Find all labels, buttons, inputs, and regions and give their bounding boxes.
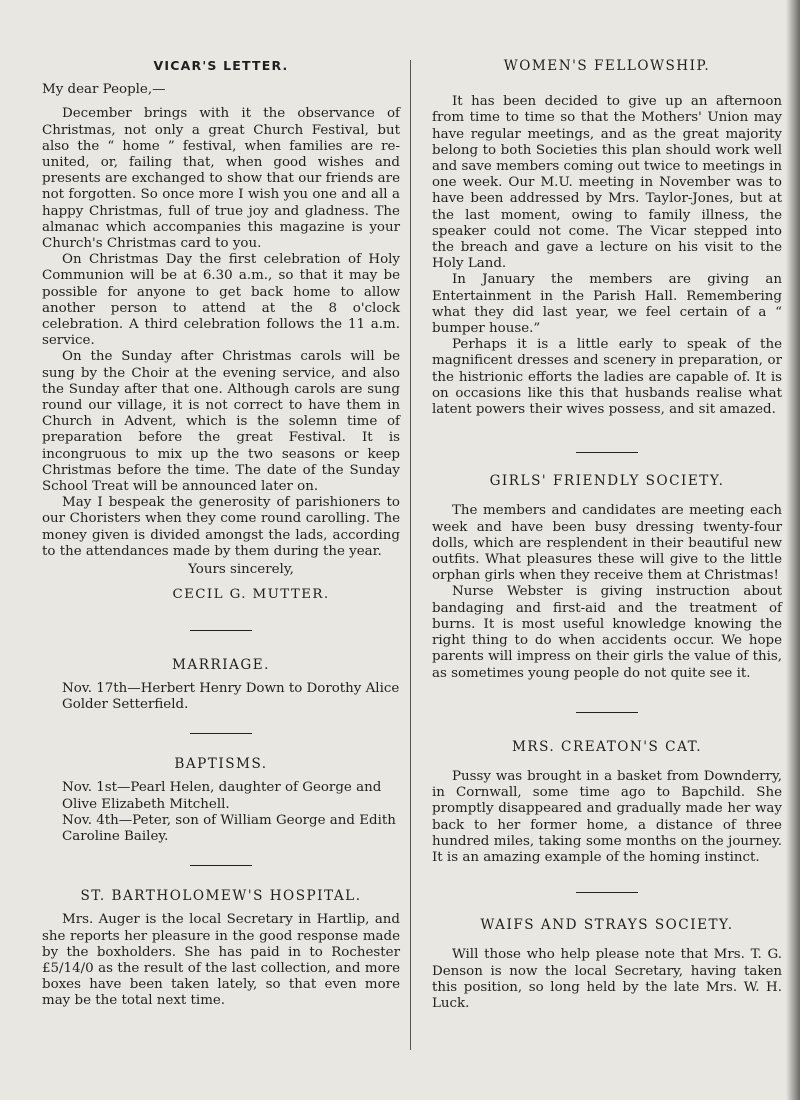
girls-friendly-paragraph: Nurse Webster is giving instruction about bandaging and first-aid and the treatment of burns. It is most useful knowledge knowing the right thing to do when accidents occur. We hope parents will impress on their girls the value of this, as sometimes young people do not quite see it. — [432, 584, 782, 681]
creaton-cat-heading: MRS. CREATON'S CAT. — [511, 738, 703, 755]
binding-shadow — [786, 0, 800, 1100]
womens-fellowship-paragraph: It has been decided to give up an afternoon from time to time so that the Mothers' Union may have regular meetings, and as the great majority belong to both Societies this plan should work well and save members coming out twice to meetings in one week. Our M.U. meeting in November was to have been addressed by Mrs. Taylor-Jones, but at the last moment, owing to family illness, the speaker could not come. The Vicar stepped into the breach and gave a lecture on his visit to the Holy Land. — [432, 94, 782, 272]
section-rule — [576, 452, 638, 453]
section-rule — [190, 733, 252, 734]
baptism-entry-line: Nov. 1st—Pearl Helen, daughter of George and — [62, 780, 382, 796]
girls-friendly-paragraph: The members and candidates are meeting each week and have been busy dressing twenty-four dolls, which are resplendent in their beautiful new outfits. What pleasures these will give to the little orphan girls when they receive them at Christmas! — [432, 503, 782, 584]
left-column — [42, 58, 400, 1010]
womens-fellowship-paragraph: In January the members are giving an Entertainment in the Parish Hall. Remembering what they did last year, we feel certain of a “ bumper house.” — [432, 272, 782, 337]
womens-fellowship-section — [432, 58, 782, 418]
baptisms-heading: BAPTISMS. — [174, 756, 268, 773]
vicars-letter-paragraph: May I bespeak the generosity of parishioners to our Choristers when they come round carolling. The money given is divided amongst the lads, according to the attendances made by them during the year. — [42, 495, 400, 559]
letter-signature: CECIL G. MUTTER. — [172, 587, 330, 603]
marriage-section — [42, 657, 400, 714]
girls-friendly-section — [432, 473, 782, 681]
right-column — [432, 58, 782, 1012]
vicars-letter-heading: VICAR'S LETTER. — [153, 58, 289, 73]
hospital-section — [42, 888, 400, 1009]
vicars-letter-section — [42, 58, 400, 604]
baptisms-section — [42, 756, 400, 845]
waifs-heading: WAIFS AND STRAYS SOCIETY. — [480, 917, 734, 934]
marriage-heading: MARRIAGE. — [172, 656, 270, 673]
section-rule — [190, 630, 252, 631]
column-divider — [410, 60, 411, 1050]
section-rule — [576, 712, 638, 713]
section-rule — [190, 865, 252, 866]
section-rule — [576, 892, 638, 893]
hospital-heading: ST. BARTHOLOMEW'S HOSPITAL. — [80, 888, 362, 905]
vicars-letter-paragraph: On the Sunday after Christmas carols will be sung by the Choir at the evening service, and also the Sunday after that one. Although carols are sung round our village, it is not correct to have them in Church in Advent, which is the solemn time of preparation before the great Festival. It is incongruous to mix up the two seasons or keep Christmas before the time. The date of the Sunday School Treat will be announced later on. — [42, 349, 400, 495]
vicars-letter-paragraph: On Christmas Day the first celebration of Holy Communion will be at 6.30 a.m., so that it may be possible for anyone to get back home to allow another person to attend at the 8 o'clock celebration. A third celebration follows the 11 a.m. service. — [42, 252, 400, 349]
creaton-cat-section — [432, 739, 782, 866]
waifs-section — [432, 917, 782, 1012]
waifs-text: Will those who help please note that Mrs. T. G. Denson is now the local Secretary, having taken this position, so long held by the late Mrs. W. H. Luck. — [432, 947, 782, 1011]
marriage-entry-line: Nov. 17th—Herbert Henry Down to Dorothy Alice — [62, 680, 400, 696]
womens-fellowship-paragraph: Perhaps it is a little early to speak of the magnificent dresses and scenery in preparation, or the histrionic efforts the ladies are capable of. It is on occasions like this that husbands realise what latent powers their wives possess, and sit amazed. — [432, 337, 782, 418]
marriage-entry-line: Golder Setterfield. — [62, 696, 189, 712]
womens-fellowship-heading: WOMEN'S FELLOWSHIP. — [503, 58, 711, 74]
vicars-letter-paragraph: December brings with it the observance of Christmas, not only a great Church Festival, but also the “ home ” festival, when families are re-united, or, failing that, when good wishes and presents are exchanged to show that our friends are not forgotten. So once more I wish you one and all a happy Christmas, full of true joy and gladness. The almanac which accompanies this magazine is your Church's Christmas card to you. — [42, 106, 400, 252]
girls-friendly-heading: GIRLS' FRIENDLY SOCIETY. — [489, 473, 725, 490]
creaton-cat-text: Pussy was brought in a basket from Downderry, in Cornwall, some time ago to Bapchild. She promptly disappeared and gradually made her way back to her former home, a distance of three hundred miles, taking some months on the journey. It is an amazing example of the homing instinct. — [432, 768, 782, 865]
letter-closing: Yours sincerely, — [188, 562, 294, 578]
baptism-entry-line: Nov. 4th—Peter, son of William George and Edith — [62, 812, 396, 828]
salutation: My dear People,— — [42, 82, 166, 98]
baptism-entry-line: Olive Elizabeth Mitchell. — [62, 796, 230, 812]
hospital-text: Mrs. Auger is the local Secretary in Hartlip, and she reports her pleasure in the good response made by the boxholders. She has paid in to Rochester £5/14/0 as the result of the last collection, and more boxes have been taken lately, so that even more may be the total next time. — [42, 912, 400, 1009]
baptism-entry-line: Caroline Bailey. — [62, 828, 169, 844]
